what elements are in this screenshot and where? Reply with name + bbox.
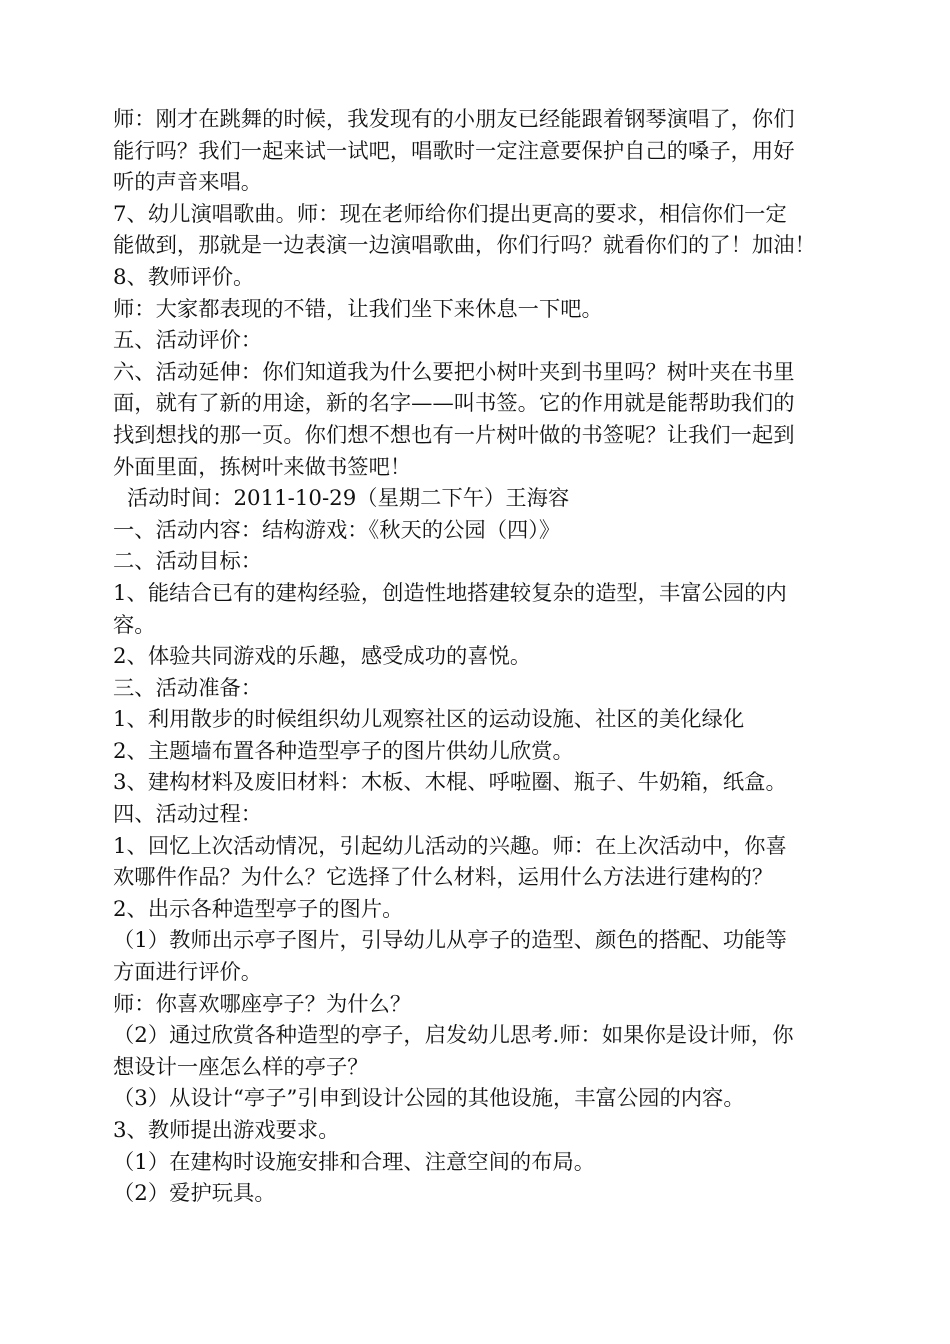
text-line: 外面里面，拣树叶来做书签吧！ (113, 454, 412, 480)
text-line: 二、活动目标： (113, 549, 263, 575)
text-line: 面，就有了新的用途，新的名字——叫书签。它的作用就是能帮助我们的 (113, 391, 795, 417)
text-line: （1）教师出示亭子图片，引导幼儿从亭子的造型、颜色的搭配、功能等 (113, 928, 787, 954)
text-line: 1、回忆上次活动情况，引起幼儿活动的兴趣。师：在上次活动中，你喜 (113, 833, 787, 859)
text-line: 2、主题墙布置各种造型亭子的图片供幼儿欣赏。 (113, 738, 574, 764)
text-line: 2、体验共同游戏的乐趣，感受成功的喜悦。 (113, 644, 532, 670)
document-page (113, 104, 873, 1210)
text-line: 师：你喜欢哪座亭子？为什么？ (113, 991, 412, 1017)
text-line: 三、活动准备： (113, 675, 263, 701)
text-line: （2）爱护玩具。 (113, 1181, 276, 1207)
text-line: 方面进行评价。 (113, 960, 263, 986)
text-line: 一、活动内容：结构游戏：《秋天的公园（四）》 (113, 517, 561, 543)
text-line: 3、教师提出游戏要求。 (113, 1118, 340, 1143)
text-line: 欢哪件作品？为什么？它选择了什么材料，运用什么方法进行建构的？ (113, 865, 774, 891)
activity-time-line: 活动时间：2011-10-29（星期二下午）王海容 (127, 486, 570, 512)
text-line: 1、利用散步的时候组织幼儿观察社区的运动设施、社区的美化绿化 (113, 707, 745, 733)
text-line: 想设计一座怎么样的亭子？ (113, 1054, 369, 1080)
text-line: 容。 (113, 612, 156, 638)
text-line: 师：刚才在跳舞的时候，我发现有的小朋友已经能跟着钢琴演唱了，你们 (113, 107, 795, 132)
text-line: 3、建构材料及废旧材料：木板、木棍、呼啦圈、瓶子、牛奶箱，纸盒。 (113, 770, 787, 796)
text-line: （2）通过欣赏各种造型的亭子，启发幼儿思考.师：如果你是设计师，你 (113, 1023, 794, 1049)
text-line: 能行吗？我们一起来试一试吧，唱歌时一定注意要保护自己的嗓子，用好 (113, 138, 795, 164)
text-line: （3）从设计“亭子”引申到设计公园的其他设施，丰富公园的内容。 (113, 1086, 745, 1112)
text-line: 听的声音来唱。 (113, 170, 263, 196)
text-line: 六、活动延伸：你们知道我为什么要把小树叶夹到书里吗？树叶夹在书里 (113, 359, 795, 385)
text-line: 师：大家都表现的不错，让我们坐下来休息一下吧。 (113, 296, 603, 322)
text-line: 7、幼儿演唱歌曲。师：现在老师给你们提出更高的要求，相信你们一定 (113, 201, 787, 227)
text-line: 五、活动评价： (113, 328, 263, 354)
text-line: 1、能结合已有的建构经验，创造性地搭建较复杂的造型，丰富公园的内 (113, 580, 787, 606)
text-line: （1）在建构时设施安排和合理、注意空间的布局。 (113, 1149, 596, 1175)
text-line: 能做到，那就是一边表演一边演唱歌曲，你们行吗？就看你们的了！加油！ (113, 233, 816, 259)
text-line: 2、出示各种造型亭子的图片。 (113, 896, 404, 922)
text-line: 四、活动过程： (113, 802, 263, 828)
text-line: 找到想找的那一页。你们想不想也有一片树叶做的书签呢？让我们一起到 (113, 422, 795, 448)
text-line: 8、教师评价。 (113, 264, 255, 290)
